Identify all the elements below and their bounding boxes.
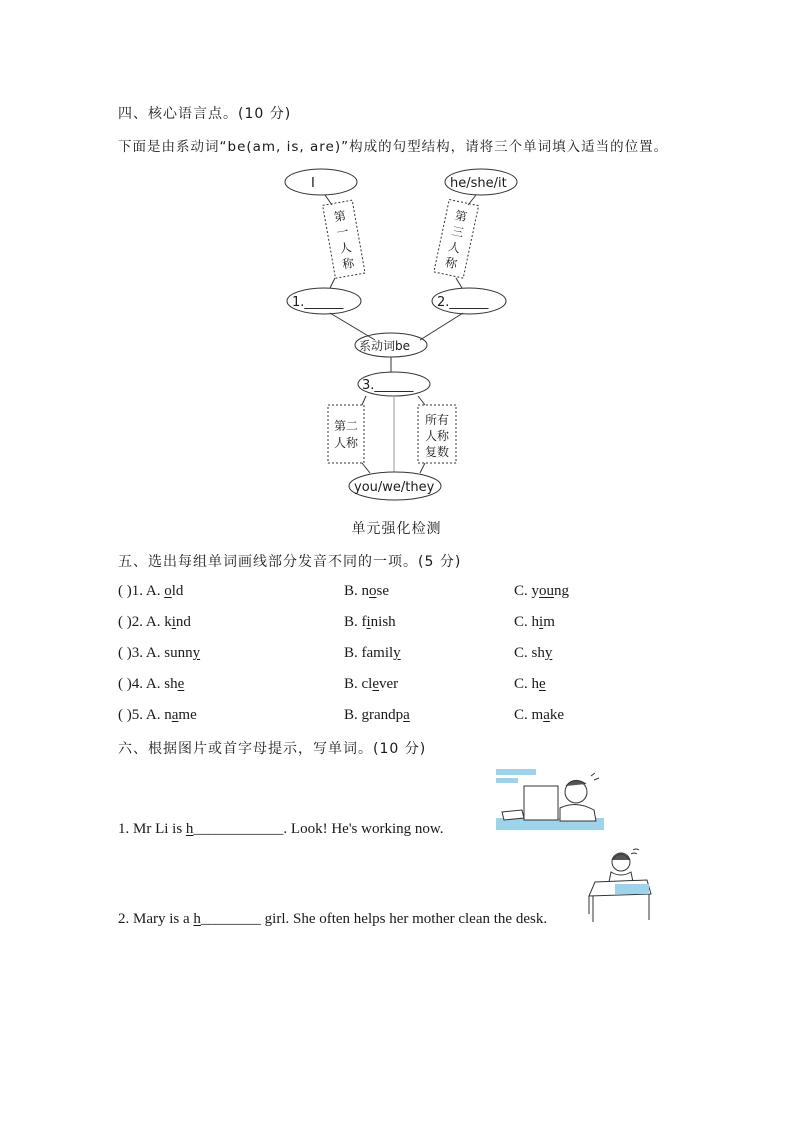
option-b <box>344 583 389 600</box>
vertical-label-char: 第 <box>453 208 469 225</box>
option-a <box>118 614 191 631</box>
option-a-text: nd <box>175 614 191 630</box>
option-c-text: C. h <box>514 614 540 630</box>
node-i: I <box>311 176 315 191</box>
option-c-underlined: ou <box>539 583 555 599</box>
question-row <box>118 645 698 665</box>
label-first-person <box>333 208 357 271</box>
option-c <box>514 707 564 724</box>
option-b-text: nish <box>370 614 396 630</box>
unit-title: 单元强化检测 <box>351 521 442 537</box>
option-b-text: se <box>376 583 390 599</box>
option-b <box>344 707 410 724</box>
section4-title: 四、核心语言点。(10 分) <box>118 106 292 122</box>
vertical-label-char: 称 <box>443 255 459 272</box>
option-b-text: B. f <box>344 614 367 630</box>
question-1 <box>118 821 443 838</box>
question-row <box>118 583 698 603</box>
option-a-text: k <box>164 614 172 630</box>
item-number: ( )4. A. <box>118 676 165 692</box>
option-c-text: m <box>543 614 555 630</box>
node-he-she-it: he/she/it <box>450 176 507 191</box>
vertical-label-char: 第 <box>332 208 347 225</box>
vertical-label-char: 三 <box>450 223 466 241</box>
node-you-we-they: you/we/they <box>354 480 435 495</box>
q2-suffix: ________ girl. She often helps her mother clean the desk. <box>200 911 548 927</box>
label-third-person <box>444 208 470 271</box>
section4-instruction: 下面是由系动词“be(am, is, are)”构成的句型结构，请将三个单词填入适当的位置。 <box>118 139 669 155</box>
blank-2: 2.______ <box>437 295 489 310</box>
option-c-underlined: i <box>539 614 544 630</box>
option-b-text: B. grandp <box>344 707 404 723</box>
label-second-a: 第二 <box>334 419 359 433</box>
option-c <box>514 676 546 693</box>
option-b-underlined: y <box>393 645 401 661</box>
q1-suffix: ____________. Look! He's working now. <box>193 821 444 837</box>
option-c-text: C. sh <box>514 645 545 661</box>
q2-letter: h <box>193 911 201 927</box>
option-a-text: sh <box>164 676 178 692</box>
label-plural-c: 复数 <box>425 445 450 459</box>
question-row <box>118 614 698 634</box>
option-c <box>514 583 569 600</box>
q1-letter: h <box>185 821 194 837</box>
option-b-text: B. cl <box>344 676 373 692</box>
option-c <box>514 645 552 662</box>
option-b-underlined: i <box>366 614 371 630</box>
item-number: ( )1. A. <box>118 583 165 599</box>
option-c-underlined: a <box>543 707 550 723</box>
option-a <box>118 676 184 693</box>
option-a-text: n <box>164 707 172 723</box>
option-c-text: ke <box>549 707 565 723</box>
man-working-illustration <box>494 766 606 832</box>
option-c <box>514 614 555 631</box>
label-plural-a: 所有 <box>425 413 450 427</box>
option-b-text: B. famil <box>344 645 394 661</box>
be-verb-diagram <box>270 160 530 505</box>
label-second-b: 人称 <box>334 436 359 450</box>
question-2 <box>118 911 547 928</box>
question-row <box>118 676 698 696</box>
option-b <box>344 614 396 631</box>
option-b <box>344 645 401 662</box>
section6-title: 六、根据图片或首字母提示，写单词。(10 分) <box>118 741 427 757</box>
option-b-underlined: o <box>369 583 377 599</box>
option-b <box>344 676 398 693</box>
q2-prefix: 2. Mary is a <box>118 911 194 927</box>
option-a-text: ld <box>171 583 184 599</box>
vertical-label-char: 称 <box>341 255 356 272</box>
option-a-underlined: a <box>171 707 179 723</box>
girl-cleaning-desk-illustration <box>585 848 657 924</box>
item-number: ( )3. A. <box>118 645 165 661</box>
item-number: ( )2. A. <box>118 614 165 630</box>
option-a <box>118 707 197 724</box>
option-a <box>118 645 200 662</box>
question-row <box>118 707 698 727</box>
option-b-text: ver <box>379 676 399 692</box>
option-b-underlined: a <box>403 707 410 723</box>
vertical-label-char: 人 <box>338 240 353 256</box>
option-c-text: C. y <box>514 583 540 599</box>
vertical-label-char: 一 <box>335 224 350 241</box>
option-c-text: C. h <box>514 676 540 692</box>
option-a-underlined: i <box>171 614 176 630</box>
blank-1: 1.______ <box>292 295 344 310</box>
option-a-text: sunn <box>164 645 193 661</box>
option-c-underlined: e <box>539 676 546 692</box>
vertical-label-char: 人 <box>447 239 462 256</box>
q1-prefix: 1. Mr Li is <box>118 821 186 837</box>
option-c-text: C. m <box>514 707 544 723</box>
node-be: 系动词be <box>359 339 411 353</box>
option-a-underlined: o <box>164 583 172 599</box>
option-a-underlined: y <box>192 645 201 661</box>
label-plural-b: 人称 <box>425 429 450 443</box>
blank-3: 3.______ <box>362 378 414 393</box>
option-a-underlined: e <box>177 676 185 692</box>
option-c-text: ng <box>554 583 570 599</box>
option-b-underlined: e <box>372 676 380 692</box>
option-a-text: me <box>178 707 197 723</box>
option-a <box>118 583 183 600</box>
option-b-text: B. n <box>344 583 370 599</box>
option-c-underlined: y <box>544 645 553 661</box>
item-number: ( )5. A. <box>118 707 165 723</box>
section5-title: 五、选出每组单词画线部分发音不同的一项。(5 分) <box>118 554 462 570</box>
